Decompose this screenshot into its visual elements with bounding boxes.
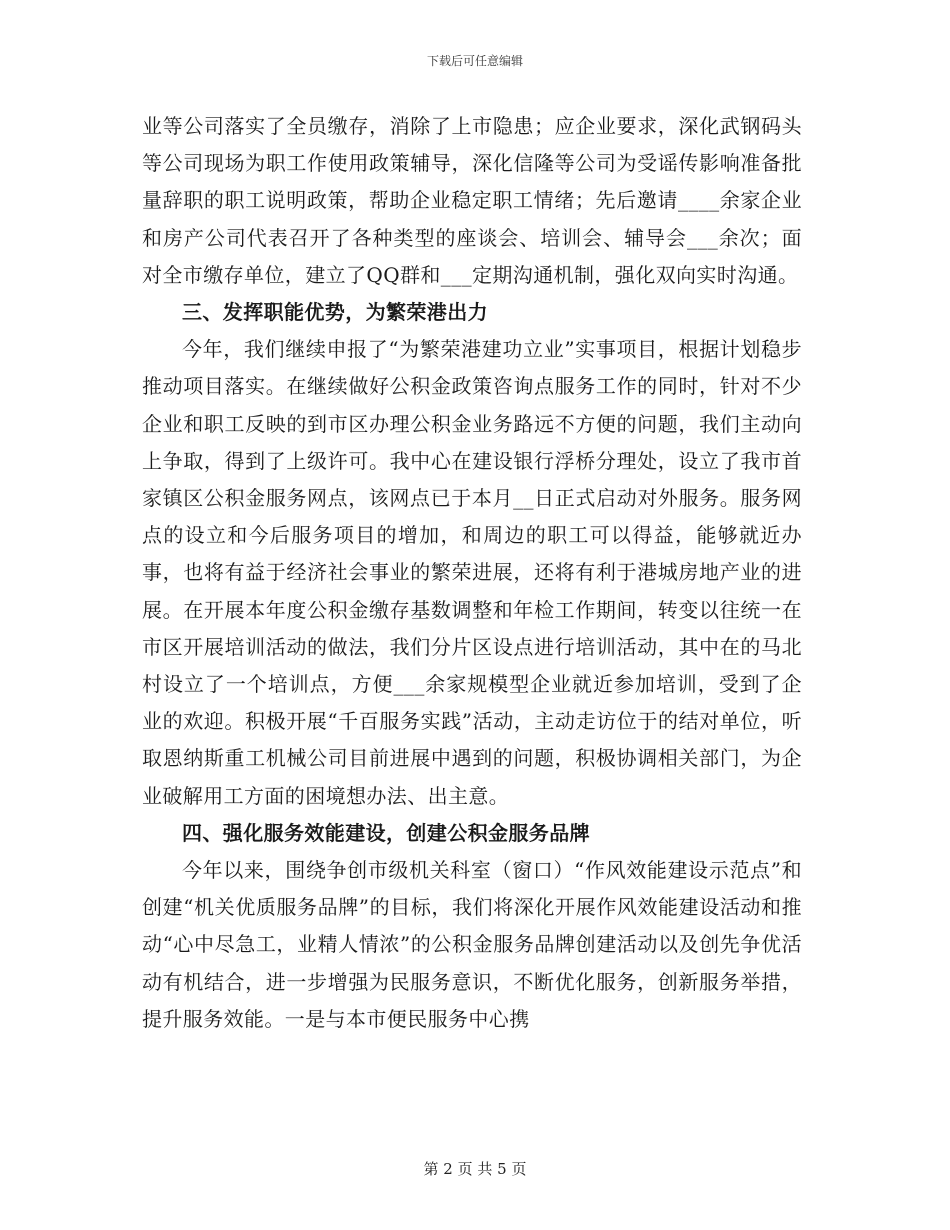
section-heading-4: 四、强化服务效能建设，创建公积金服务品牌 — [182, 820, 590, 845]
page-header: 下载后可任意编辑 — [426, 54, 523, 68]
section-heading-3: 三、发挥职能优势，为繁荣港出力 — [182, 300, 488, 325]
paragraph-section-3: 今年，我们继续申报了“为繁荣港建功立业”实事项目，根据计划稳步推动项目落实。在继续做好公积金政策咨询点服务工作的同时，针对不少企业和职工反映的到市区办理公积金业务路远不方便的问题，我们主动向上争取，得到了上级许可。我中心在建设银行浮桥分理处，设立了我市首家镇区公积金服务网点，该网点已于本月__日正式启动对外服务。服务网点的设立和今后服务项目的增加，和周边的职工可以得益，能够就近办事，也将有益于经济社会事业的繁荣进展，还将有利于港城房地产业的进展。在开展本年度公积金缴存基数调整和年检工作期间，转变以往统一在市区开展培训活动的做法，我们分片区设点进行培训活动，其中在的马北村设立了一个培训点，方便___余家规模型企业就近参加培训，受到了企业的欢迎。积极开展“千百服务实践”活动，主动走访位于的结对单位，听取恩纳斯重工机械公司目前进展中遇到的问题，积极协调相关部门，为企业破解用工方面的困境想办法、出主意。 — [142, 337, 802, 808]
document-body — [142, 108, 802, 1038]
page-footer: 第 2 页 共 5 页 — [423, 1160, 527, 1178]
paragraph-section-4: 今年以来，围绕争创市级机关科室（窗口）“作风效能建设示范点”和创建“机关优质服务品牌”的目标，我们将深化开展作风效能建设活动和推动“心中尽急工，业精人情浓”的公积金服务品牌创建活动以及创先争优活动有机结合，进一步增强为民服务意识，不断优化服务，创新服务举措，提升服务效能。一是与本市便民服务中心携 — [142, 858, 802, 1031]
paragraph-continued: 业等公司落实了全员缴存，消除了上市隐患；应企业要求，深化武钢码头等公司现场为职工作使用政策辅导，深化信隆等公司为受谣传影响准备批量辞职的职工说明政策，帮助企业稳定职工情绪；先后邀请____余家企业和房产公司代表召开了各种类型的座谈会、培训会、辅导会___余次；面对全市缴存单位，建立了QQ群和___定期沟通机制，强化双向实时沟通。 — [142, 114, 802, 287]
